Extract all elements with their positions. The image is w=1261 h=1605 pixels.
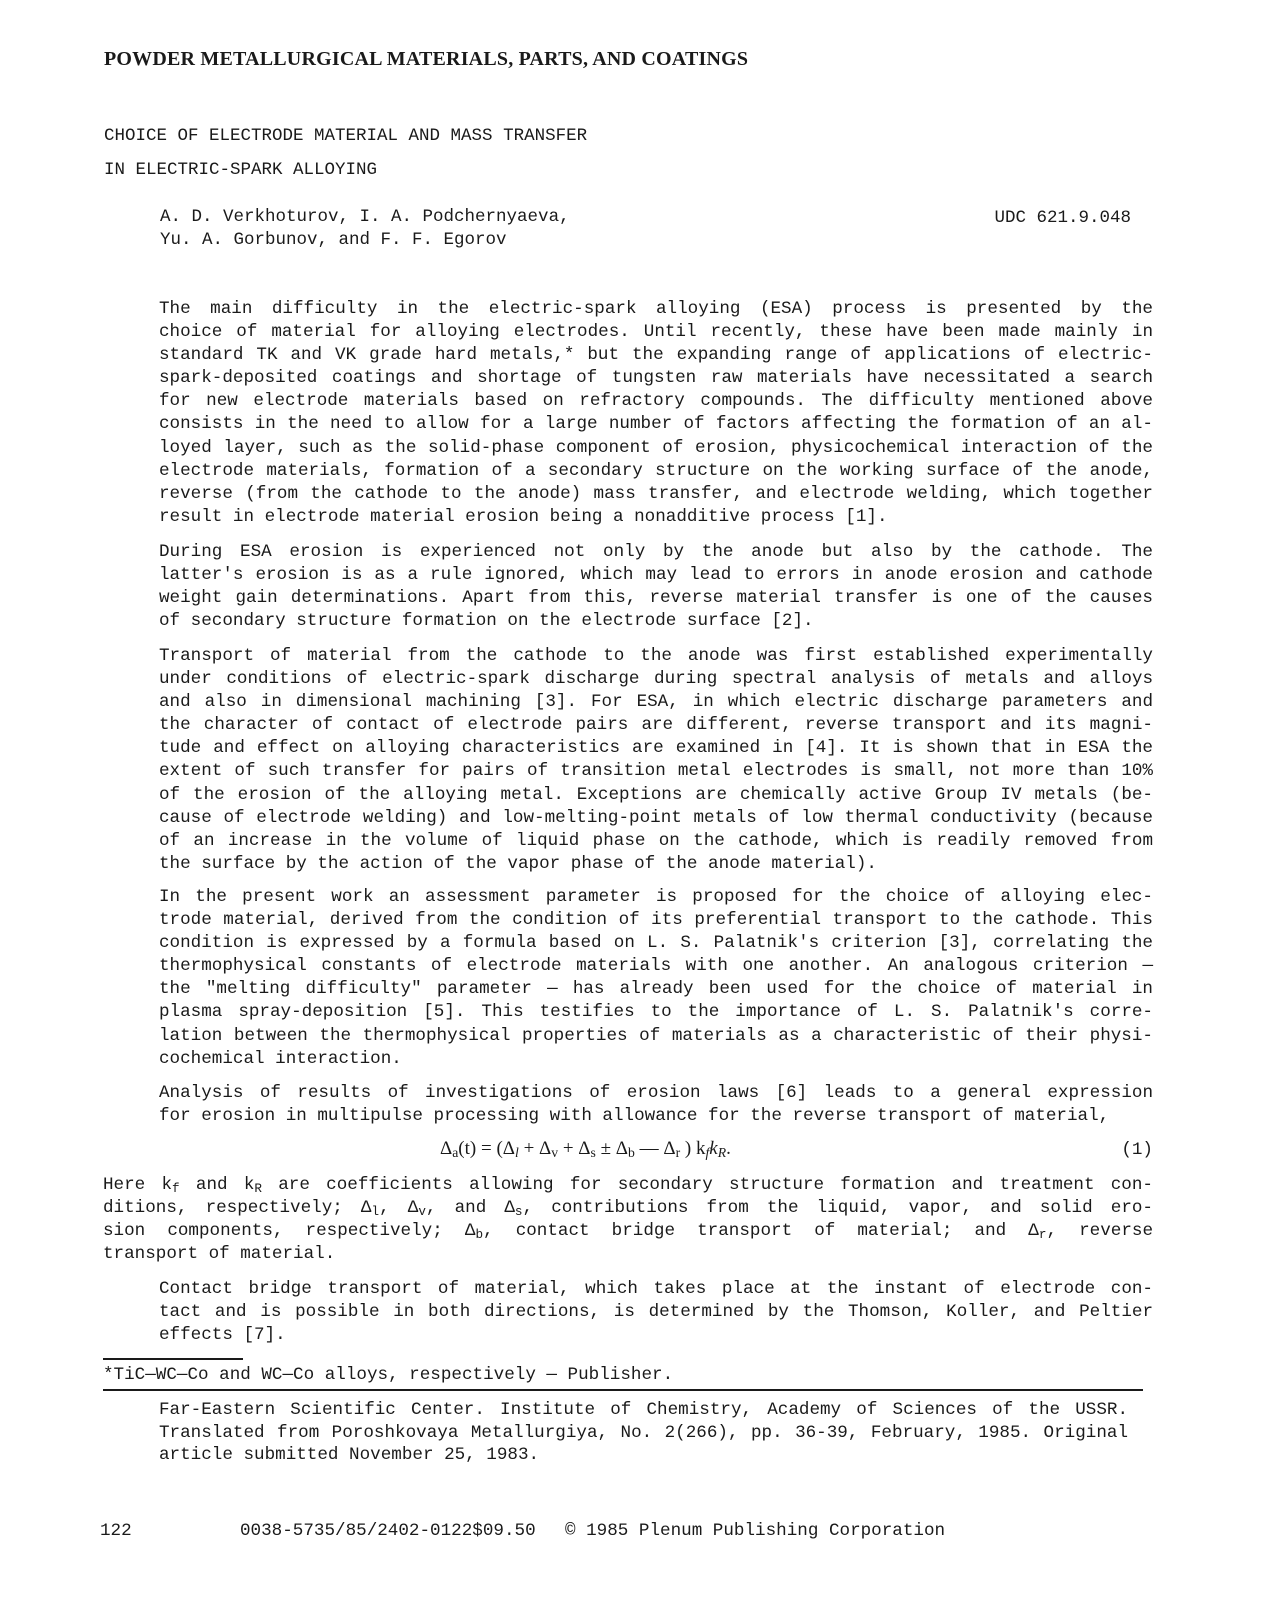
text-line: weight gain determinations. Apart from this, reverse material transfer is one of the causes	[159, 588, 1153, 609]
equation-number: (1)	[1121, 1140, 1153, 1160]
author-line-2: Yu. A. Gorbunov, and F. F. Egorov	[160, 230, 507, 250]
text-line: trode material, derived from the condition of its preferential transport to the cathode. This	[159, 910, 1153, 931]
paragraph-3	[103, 645, 1153, 876]
text-line: Transport of material from the cathode to the anode was first established experimentally	[159, 646, 1153, 666]
text-line: extent of such transfer for pairs of transition metal electrodes is small, not more than 10%	[159, 761, 1153, 782]
text-line: sion components, respectively; $\Delta_b$, contact bridge transport of material; and $\Delta_r$, reverse	[103, 1221, 1154, 1243]
text-line: consists in the need to allow for a large number of factors affecting the formation of an al-	[159, 414, 1153, 435]
text-line: spark-deposited coatings and shortage of tungsten raw materials have necessitated a search	[159, 368, 1153, 389]
text-line: of secondary structure formation on the electrode surface [2].	[159, 611, 814, 632]
text-line: Translated from Poroshkovaya Metallurgiya, No. 2(266), pp. 36-39, February, 1985. Original	[159, 1422, 1128, 1443]
text-line: cause of electrode welding) and low-melting-point metals of low thermal conductivity (because	[159, 807, 1153, 828]
paragraph-6	[103, 1278, 1153, 1347]
copyright-notice: © 1985 Plenum Publishing Corporation	[565, 1521, 946, 1541]
text-line: electrode materials, formation of a secondary structure on the working surface of the anode,	[159, 460, 1153, 481]
text-line: the surface by the action of the vapor phase of the anode material).	[159, 853, 877, 874]
text-line: effects [7].	[159, 1325, 286, 1346]
text-line: of an increase in the volume of liquid phase on the cathode, which is readily removed from	[159, 830, 1153, 851]
text-line: result in electrode material erosion being a nonadditive process [1].	[159, 506, 888, 527]
text-line: choice of material for alloying electrodes. Until recently, these have been made mainly in	[159, 322, 1153, 343]
section-header: POWDER METALLURGICAL MATERIALS, PARTS, AND COATINGS	[104, 48, 749, 70]
text-line: condition is expressed by a formula based on L. S. Palatnik's criterion [3], correlating the	[159, 933, 1153, 954]
text-line: The main difficulty in the electric-spark alloying (ESA) process is presented by the	[159, 299, 1153, 319]
text-line: plasma spray-deposition [5]. This testifies to the importance of L. S. Palatnik's corre-	[159, 1002, 1153, 1023]
text-line: reverse (from the cathode to the anode) mass transfer, and electrode welding, which together	[159, 483, 1153, 504]
text-line: standard TK and VK grade hard metals,* but the expanding range of applications of electric-	[159, 345, 1153, 366]
article-title-line-1: CHOICE OF ELECTRODE MATERIAL AND MASS TRANSFER	[104, 126, 588, 146]
affiliation-note	[103, 1399, 1128, 1467]
text-line: of the erosion of the alloying metal. Exceptions are chemically active Group IV metals (be-	[159, 784, 1153, 805]
text-line: During ESA erosion is experienced not only by the anode but also by the cathode. The	[159, 542, 1153, 562]
text-line: the character of contact of electrode pairs are different, reverse transport and its magni-	[159, 715, 1153, 736]
paragraph-definitions	[103, 1174, 1153, 1266]
page-number: 122	[100, 1521, 132, 1541]
author-line-1: A. D. Verkhoturov, I. A. Podchernyaeva,	[160, 207, 570, 227]
article-title-line-2: IN ELECTRIC-SPARK ALLOYING	[104, 160, 378, 180]
udc-code: UDC 621.9.048	[994, 208, 1131, 228]
text-line: the "melting difficulty" parameter — has already been used for the choice of material in	[159, 979, 1153, 1000]
text-line: Here $k_f$ and $k_R$ are coefficients allowing for secondary structure formation and treatment con-	[103, 1175, 1153, 1196]
footnote-divider	[103, 1358, 243, 1360]
text-line: for new electrode materials based on refractory compounds. The difficulty mentioned above	[159, 391, 1153, 412]
equation-1: $\Delta_a(t) = (\Delta_l + \Delta_v + \Delta_s \pm \Delta_b$ — $\Delta_r$ ) $k_fk_R$.	[440, 1138, 731, 1160]
text-line: Contact bridge transport of material, which takes place at the instant of electrode con-	[159, 1279, 1153, 1299]
text-line: cochemical interaction.	[159, 1048, 402, 1069]
text-line: Far-Eastern Scientific Center. Institute of Chemistry, Academy of Sciences of the USSR.	[159, 1400, 1128, 1420]
paragraph-2	[103, 541, 1153, 633]
text-line: and also in dimensional machining [3]. For ESA, in which electric discharge parameters and	[159, 692, 1153, 713]
text-line: lation between the thermophysical properties of materials as a characteristic of their physi-	[159, 1025, 1153, 1046]
text-line: loyed layer, such as the solid-phase component of erosion, physicochemical interaction of the	[159, 437, 1153, 458]
text-line: tact and is possible in both directions, is determined by the Thomson, Koller, and Peltier	[159, 1302, 1153, 1323]
paragraph-1	[103, 298, 1153, 529]
text-line: for erosion in multipulse processing with allowance for the reverse transport of material,	[159, 1106, 1110, 1127]
paragraph-4	[103, 886, 1153, 1071]
text-line: transport of material.	[103, 1244, 336, 1265]
text-line: article submitted November 25, 1983.	[159, 1445, 540, 1465]
text-line: under conditions of electric-spark discharge during spectral analysis of metals and alloys	[159, 669, 1153, 690]
text-line: Analysis of results of investigations of erosion laws [6] leads to a general expression	[159, 1083, 1153, 1103]
text-line: tude and effect on alloying characteristics are examined in [4]. It is shown that in ESA the	[159, 738, 1153, 759]
text-line: latter's erosion is as a rule ignored, which may lead to errors in anode erosion and cathode	[159, 565, 1153, 586]
footnote: *TiC—WC—Co and WC—Co alloys, respectively — Publisher.	[103, 1365, 674, 1385]
affiliation-divider	[103, 1389, 1143, 1391]
article-code: 0038-5735/85/2402-0122$09.50	[240, 1521, 536, 1541]
text-line: ditions, respectively; $\Delta_l$, $\Delta_v$, and $\Delta_s$, contributions from the liquid, vapor, and solid ero-	[103, 1198, 1153, 1220]
text-line: In the present work an assessment parameter is proposed for the choice of alloying elec-	[159, 887, 1153, 907]
text-line: thermophysical constants of electrode materials with one another. An analogous criterion —	[159, 956, 1153, 977]
paragraph-5	[103, 1082, 1153, 1128]
